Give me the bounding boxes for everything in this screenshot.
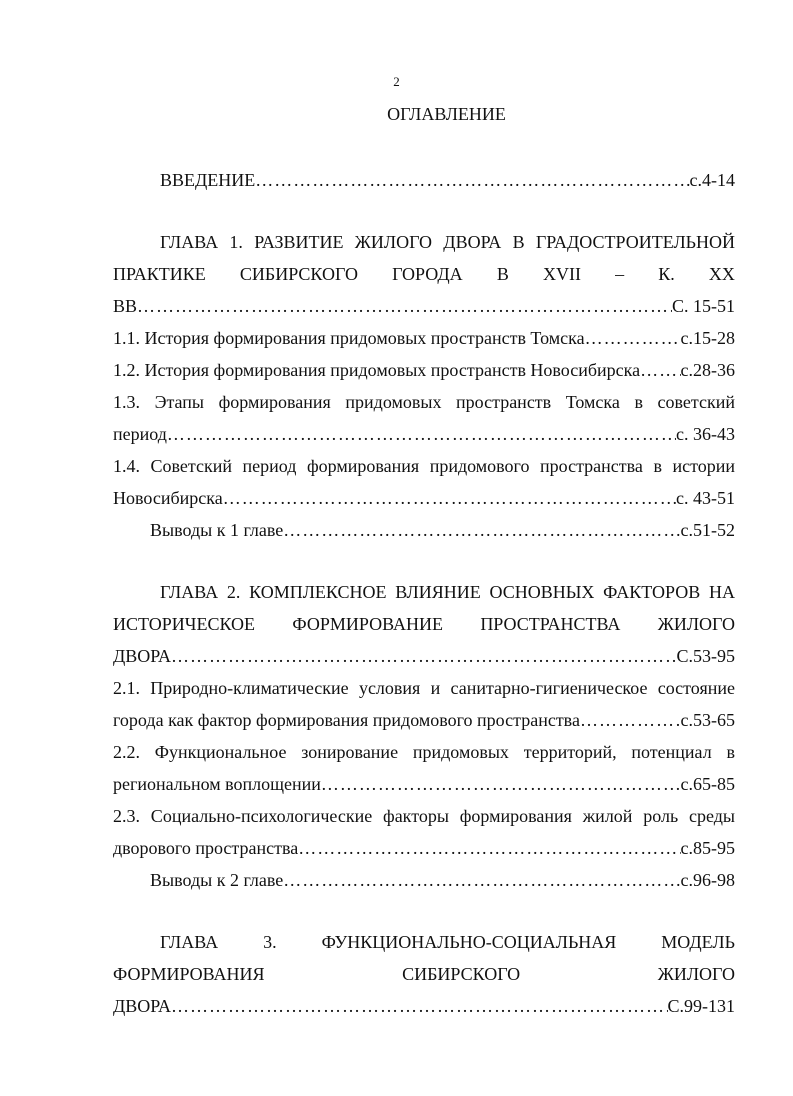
entry-page: с.53-65	[680, 710, 735, 730]
word: ФОРМИРОВАНИЕ	[292, 614, 443, 634]
toc-entry-1-3-line-1[interactable]: 1.3. Этапы формирования придомовых пространств Томска в советский	[113, 392, 735, 412]
entry-label: региональном воплощении	[113, 774, 321, 794]
chapter-2-heading-line-2[interactable]	[113, 611, 735, 637]
leader-dots	[137, 293, 672, 319]
entry-label: дворового пространства	[113, 838, 299, 858]
word: ФОРМИРОВАНИЯ	[113, 964, 265, 984]
entry-label: ВВ	[113, 296, 138, 316]
word: К.	[658, 264, 675, 284]
toc-entry-chapter-1-conclusion[interactable]	[150, 517, 735, 543]
toc-entry-1-2[interactable]	[113, 357, 735, 383]
entry-page: с.96-98	[680, 870, 735, 890]
leader-dots	[321, 771, 681, 797]
word: ЖИЛОГО	[657, 614, 735, 634]
chapter-1-heading-line-1[interactable]: ГЛАВА 1. РАЗВИТИЕ ЖИЛОГО ДВОРА В ГРАДОСТРОИТЕЛЬНОЙ	[160, 232, 735, 252]
entry-label: Новосибирска	[113, 488, 223, 508]
toc-entry-1-1[interactable]	[113, 325, 735, 351]
leader-dots	[585, 325, 681, 351]
toc-entry-2-3-line-1[interactable]: 2.3. Социально-психологические факторы формирования жилой роль среды	[113, 806, 735, 826]
chapter-3-heading-line-1[interactable]	[160, 929, 735, 955]
leader-dots	[283, 867, 680, 893]
chapter-3-heading-line-3[interactable]	[113, 993, 735, 1019]
entry-page: с.85-95	[680, 838, 735, 858]
toc-entry-chapter-2-conclusion[interactable]	[150, 867, 735, 893]
leader-dots	[580, 707, 681, 733]
word: ГЛАВА	[160, 932, 219, 952]
entry-page: С.53-95	[676, 646, 735, 666]
entry-page: С. 15-51	[672, 296, 735, 316]
entry-label: 1.2. История формирования придомовых пространств Новосибирска	[113, 360, 641, 380]
entry-page: с.28-36	[680, 360, 735, 380]
word: ПРАКТИКЕ	[113, 264, 206, 284]
leader-dots	[171, 643, 677, 669]
entry-page: с.65-85	[680, 774, 735, 794]
entry-page: с. 36-43	[676, 424, 735, 444]
leader-dots	[283, 517, 680, 543]
leader-dots	[167, 421, 676, 447]
word: 3.	[263, 932, 277, 952]
toc-title: ОГЛАВЛЕНИЕ	[387, 104, 506, 124]
leader-dots	[223, 485, 676, 511]
word: В	[496, 264, 509, 284]
toc-entry-1-4-line-1[interactable]: 1.4. Советский период формирования придомового пространства в истории	[113, 456, 735, 476]
leader-dots	[255, 167, 689, 193]
entry-page: с.51-52	[680, 520, 735, 540]
entry-label: ДВОРА	[113, 996, 171, 1016]
toc-entry-2-2-line-2[interactable]	[113, 771, 735, 797]
toc-entry-2-1-line-1[interactable]: 2.1. Природно-климатические условия и санитарно-гигиеническое состояние	[113, 678, 735, 698]
chapter-1-heading-line-3[interactable]	[113, 293, 735, 319]
word: МОДЕЛЬ	[661, 932, 735, 952]
word: СИБИРСКОГО	[402, 964, 521, 984]
word: XVII	[542, 264, 581, 284]
toc-entry-1-3-line-2[interactable]	[113, 421, 735, 447]
entry-page: с.4-14	[689, 170, 735, 190]
entry-label: 1.1. История формирования придомовых пространств Томска	[113, 328, 585, 348]
word: ГОРОДА	[392, 264, 463, 284]
word: ЖИЛОГО	[657, 964, 735, 984]
chapter-2-heading-line-3[interactable]	[113, 643, 735, 669]
toc-entry-2-2-line-1[interactable]: 2.2. Функциональное зонирование придомовых территорий, потенциал в	[113, 742, 735, 762]
word: ПРОСТРАНСТВА	[480, 614, 621, 634]
entry-label: города как фактор формирования придомового пространства	[113, 710, 580, 730]
chapter-3-heading-line-2[interactable]	[113, 961, 735, 987]
toc-entry-2-1-line-2[interactable]	[113, 707, 735, 733]
word: СИБИРСКОГО	[239, 264, 358, 284]
toc-entry-2-3-line-2[interactable]	[113, 835, 735, 861]
entry-page: с. 43-51	[676, 488, 735, 508]
word: ИСТОРИЧЕСКОЕ	[113, 614, 256, 634]
entry-label: Выводы к 1 главе	[150, 520, 284, 540]
entry-label: период	[113, 424, 167, 444]
entry-label: Выводы к 2 главе	[150, 870, 284, 890]
leader-dots	[640, 357, 680, 383]
leader-dots	[171, 993, 668, 1019]
chapter-1-heading-line-2[interactable]	[113, 261, 735, 287]
word: –	[615, 264, 625, 284]
entry-label: ВВЕДЕНИЕ	[160, 170, 256, 190]
leader-dots	[298, 835, 680, 861]
toc-entry-1-4-line-2[interactable]	[113, 485, 735, 511]
word: ФУНКЦИОНАЛЬНО-СОЦИАЛЬНАЯ	[321, 932, 617, 952]
toc-entry-introduction[interactable]	[160, 167, 735, 193]
entry-page: с.15-28	[680, 328, 735, 348]
word: XX	[708, 264, 735, 284]
page-number: 2	[393, 74, 400, 89]
entry-label: ДВОРА	[113, 646, 171, 666]
entry-page: С.99-131	[667, 996, 735, 1016]
chapter-2-heading-line-1[interactable]: ГЛАВА 2. КОМПЛЕКСНОЕ ВЛИЯНИЕ ОСНОВНЫХ ФАКТОРОВ НА	[160, 582, 735, 602]
